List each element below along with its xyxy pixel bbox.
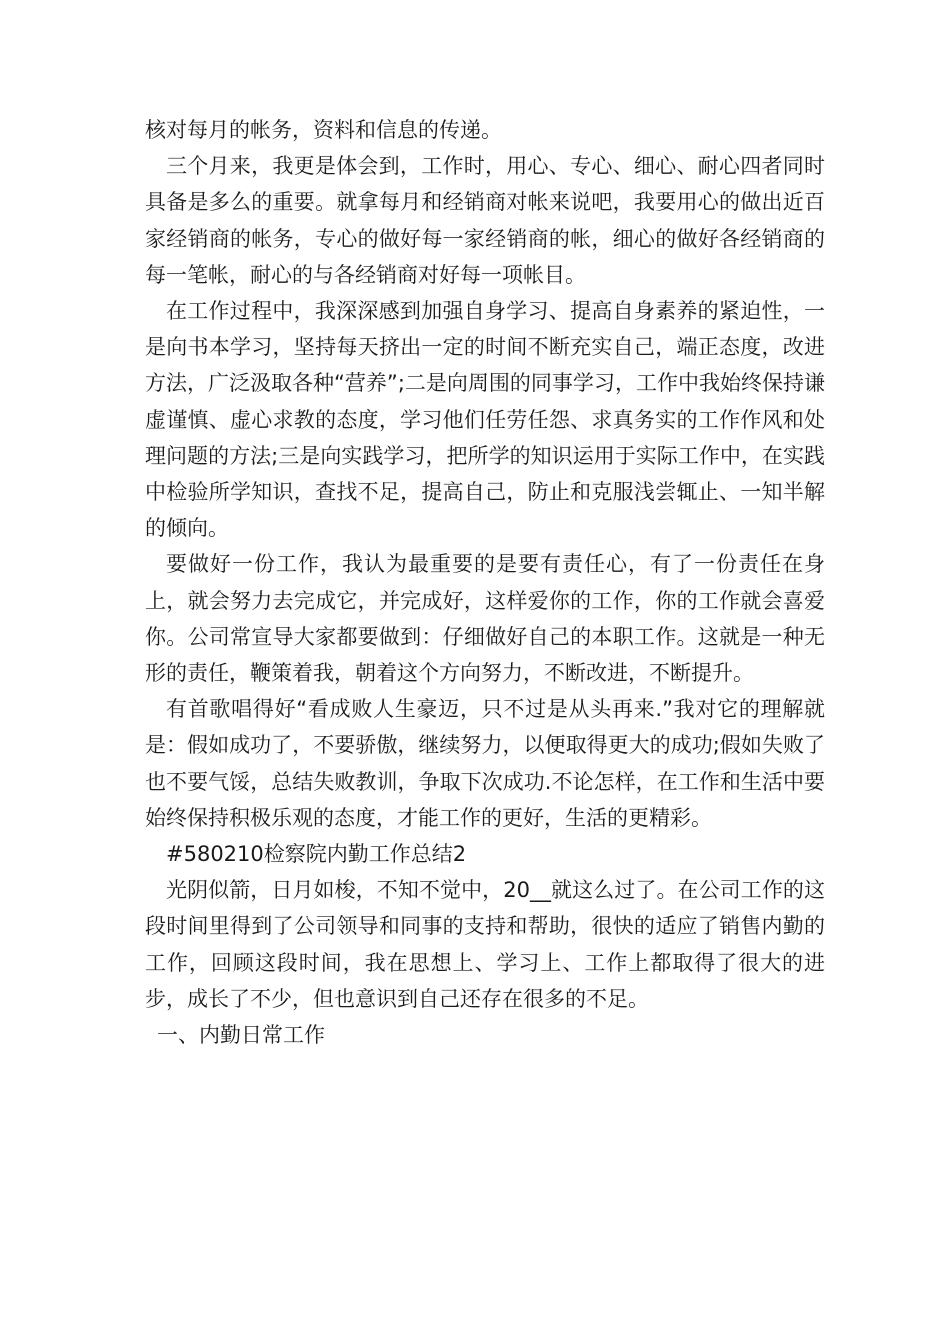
section-title: #580210检察院内勤工作总结2 (166, 842, 467, 867)
paragraph-continuation: 核对每月的帐务，资料和信息的传递。 (145, 118, 502, 142)
paragraph-song-quote: 有首歌唱得好“看成败人生豪迈，只不过是从头再来.”我对它的理解就是：假如成功了，不要骄傲，继续努力，以便取得更大的成功;假如失败了也不要气馁，总结失败教训，争取下次成功.不论怎样，在工作和生活中要始终保持积极乐观的态度，才能工作的更好，生活的更精彩。 (145, 697, 825, 830)
paragraph-time-flies: 光阴似箭，日月如梭，不知不觉中，20__就这么过了。在公司工作的这段时间里得到了公司领导和同事的支持和帮助，很快的适应了销售内勤的工作，回顾这段时间，我在思想上、学习上、工作上都取得了很大的进步，成长了不少，但也意识到自己还存在很多的不足。 (145, 878, 825, 1011)
paragraph-four-hearts: 三个月来，我更是体会到，工作时，用心、专心、细心、耐心四者同时具备是多么的重要。就拿每月和经销商对帐来说吧，我要用心的做出近百家经销商的帐务，专心的做好每一家经销商的帐，细心的做好各经销商的每一笔帐，耐心的与各经销商对好每一项帐目。 (145, 154, 825, 287)
paragraph-self-learning: 在工作过程中，我深深感到加强自身学习、提高自身素养的紧迫性，一是向书本学习，坚持每天挤出一定的时间不断充实自己，端正态度，改进方法，广泛汲取各种“营养”;二是向周围的同事学习，工作中我始终保持谦虚谨慎、虚心求教的态度，学习他们任劳任怨、求真务实的工作作风和处理问题的方法;三是向实践学习，把所学的知识运用于实际工作中，在实践中检验所学知识，查找不足，提高自己，防止和克服浅尝辄止、一知半解的倾向。 (145, 299, 825, 541)
section-heading-daily-work: 一、内勤日常工作 (157, 1023, 325, 1048)
paragraph-responsibility: 要做好一份工作，我认为最重要的是要有责任心，有了一份责任在身上，就会努力去完成它，并完成好，这样爱你的工作，你的工作就会喜爱你。公司常宣导大家都要做到：仔细做好自己的本职工作。这就是一种无形的责任，鞭策着我，朝着这个方向努力，不断改进，不断提升。 (145, 552, 825, 686)
document-body (145, 112, 825, 1053)
